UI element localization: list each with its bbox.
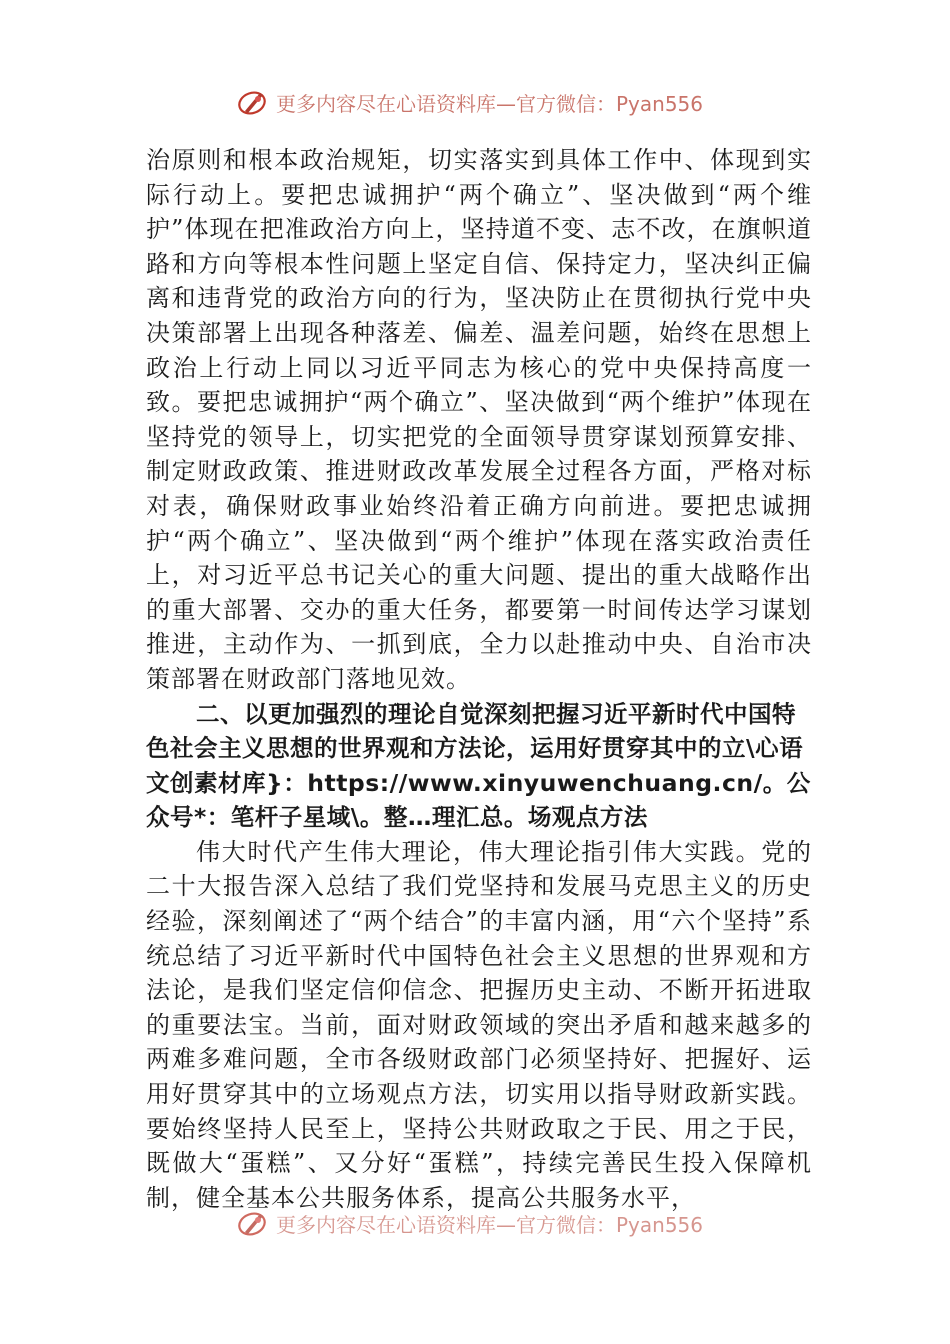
pen-swirl-logo-icon: [236, 1206, 270, 1240]
watermark-text: 更多内容尽在心语资料库—官方微信：Pyan556: [276, 1212, 704, 1237]
pen-swirl-logo-icon: [236, 85, 270, 119]
footer-watermark: [236, 1203, 703, 1243]
body-paragraph-1: 治原则和根本政治规矩，切实落实到具体工作中、体现到实际行动上。要把忠诚拥护“两个确立”、坚决做到“两个维护”体现在把准政治方向上，坚持道不变、志不改，在旗帜道路和方向等根本性问题上坚定自信、保持定力，坚决纠正偏离和违背党的政治方向的行为，坚决防止在贯彻执行党中央决策部署上出现各种落差、偏差、温差问题，始终在思想上政治上行动上同以习近平同志为核心的党中央保持高度一致。要把忠诚拥护“两个确立”、坚决做到“两个维护”体现在坚持党的领导上，切实把党的全面领导贯穿谋划预算安排、制定财政政策、推进财政改革发展全过程各方面，严格对标对表，确保财政事业始终沿着正确方向前进。要把忠诚拥护“两个确立”、坚决做到“两个维护”体现在落实政治责任上，对习近平总书记关心的重大问题、提出的重大战略作出的重大部署、交办的重大任务，都要第一时间传达学习谋划推进，主动作为、一抓到底，全力以赴推动中央、自治市决策部署在财政部门落地见效。: [146, 146, 812, 693]
header-watermark: [236, 82, 703, 122]
watermark-text: 更多内容尽在心语资料库—官方微信：Pyan556: [276, 91, 704, 116]
body-paragraph-2: 伟大时代产生伟大理论，伟大理论指引伟大实践。党的二十大报告深入总结了我们党坚持和发展马克思主义的历史经验，深刻阐述了“两个结合”的丰富内涵，用“六个坚持”系统总结了习近平新时代中国特色社会主义思想的世界观和方法论，是我们坚定信仰信念、把握历史主动、不断开拓进取的重要法宝。当前，面对财政领域的突出矛盾和越来越多的两难多难问题，全市各级财政部门必须坚持好、把握好、运用好贯穿其中的立场观点方法，切实用以指导财政新实践。要始终坚持人民至上，坚持公共财政取之于民、用之于民，既做大“蛋糕”、又分好“蛋糕”，持续完善民生投入保障机制，健全基本公共服务体系，提高公共服务水平，: [146, 837, 812, 1212]
section-heading-2: 二、以更加强烈的理论自觉深刻把握习近平新时代中国特色社会主义思想的世界观和方法论，运用好贯穿其中的立\心语文创素材库}：https://www.xinyuwenchuang.cn/。公众号*：笔杆子星域\。整…理汇总。场观点方法: [146, 699, 811, 832]
document-body: [146, 143, 812, 1215]
